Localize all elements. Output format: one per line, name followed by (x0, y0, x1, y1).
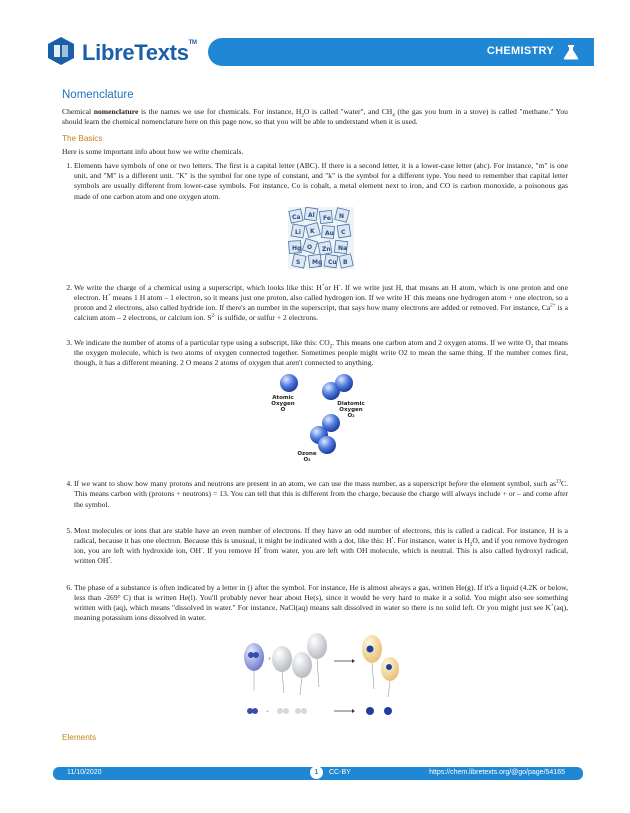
svg-text:Ca: Ca (292, 213, 301, 221)
intro-paragraph: Chemical nomenclature is the names we use for chemicals. For instance, $H_2O$ is called "water", and $CH_4$ (the gas you burn in a stove) is called "methane." You should learn the chemical nomenclature here on this page now, so that you will be able to understand when it is used. (62, 107, 568, 127)
svg-text:+: + (266, 710, 269, 716)
logo-text: LibreTexts™ (82, 40, 197, 65)
diatomic-label: Oxygen (339, 407, 363, 414)
atomic-label: O (280, 407, 286, 414)
balloons-dissolving-image (242, 631, 400, 727)
svg-text:Zn: Zn (322, 245, 331, 253)
list-item: 1. Elements have symbols of one or two letters. The first is a capital letter (ABC). If there is a second letter, it is a lower-case letter (abc). For instance, "m" is one unit, and "M" is a different unit. "K" is the symbol for one type of constant, and "k" is the symbol for a different type. You need to remember that capital letter symbols are usually different from lower-case symbols. For instance, Co is cobalt, a metal element next to iron, and CO is carbon monoxide, a poisonous gas made of one carbon atom and one oxygen atom. Ca Al Fe N Li K Au C Hg O Zn Na S Mg Cu B (74, 161, 568, 269)
ozone-label: Ozone (297, 451, 317, 458)
element-tiles-image (288, 207, 354, 269)
svg-text:B: B (343, 258, 348, 266)
basics-intro: Here is some important info about how we write chemicals. (62, 146, 244, 156)
svg-text:O: O (307, 243, 313, 251)
svg-text:Fe: Fe (323, 214, 331, 222)
periodic-tiles-figure (74, 207, 568, 269)
the-basics-heading: The Basics (62, 133, 103, 143)
svg-text:K: K (310, 227, 315, 235)
svg-text:Hg: Hg (292, 244, 302, 252)
subject-banner[interactable] (208, 38, 594, 66)
list-item: 4. If we want to show how many protons and neutrons are present in an atom, we can use the mass number, as a superscript before the element symbol, such $as^{13}C$. This means carbon with (protons + neutrons) = 13. You can tell that this is different from the charge, because the charge will always include + or – and come after the symbol. (74, 479, 568, 526)
svg-text:N: N (339, 212, 345, 220)
svg-text:S: S (296, 258, 301, 266)
flask-icon (562, 43, 580, 61)
ozone-label: O₃ (303, 457, 311, 464)
svg-text:Cu: Cu (328, 258, 337, 266)
svg-text:+: + (268, 657, 272, 664)
list-item: 2. We write the charge of a chemical using a superscript, which looks like this: H+or H-. If we write just H, that means an H atom, which is one proton and one electron. H+ means 1 H atom – 1 electron, so it means just one proton, also called hydrogen ion. If we write H- this means one hydrogen atom + one electron, so a proton and 2 electrons, also called hydride ion. If there's an number in the superscript, that says how many electrons are added or removed. For instance, $Ca^{2+}$ is a calcium atom – 2 electrons, or calcium ion. $S^{2-}$ is sulfide, or sulfur + 2 electrons. (74, 283, 568, 338)
footer (53, 767, 583, 780)
svg-text:Al: Al (308, 211, 315, 219)
oxygen-molecules-image (271, 373, 371, 465)
page-title: Nomenclature (62, 89, 134, 101)
balloons-figure (74, 631, 568, 727)
footer-license[interactable]: CC-BY (329, 769, 351, 776)
footer-url-link[interactable]: https://chem.libretexts.org/@go/page/54165 (429, 769, 565, 776)
diatomic-label: Diatomic (337, 401, 365, 408)
elements-heading: Elements (62, 733, 97, 743)
footer-date: 11/10/2020 (67, 769, 102, 776)
atomic-label: Atomic (272, 395, 294, 402)
logo-hexagon-icon (46, 36, 76, 66)
libretexts-logo[interactable] (46, 36, 197, 70)
list-item: 6. The phase of a substance is often indicated by a letter in () after the symbol. For instance, He is almost always a gas, written He(g). If it's a liquid (4.2K or below, less than -269° C) that is written He(l). You'll probably never hear about He(s), since it would be very hard to make it a solid. You might also see something written with (aq), which means "dissolved in water." For instance, NaCl(aq) means salt dissolved in water so there is no solid left. Or you might just see K+(aq), meaning potassium ions dissolved in water. + + (74, 583, 568, 728)
diatomic-label: O₂ (347, 413, 355, 420)
svg-text:C: C (341, 228, 346, 236)
svg-text:Li: Li (295, 228, 301, 236)
main-content (62, 90, 568, 747)
subject-label: CHEMISTRY (486, 45, 554, 57)
svg-text:Au: Au (325, 229, 334, 237)
header (38, 32, 594, 72)
atomic-label: Oxygen (271, 401, 295, 408)
svg-text:Na: Na (338, 244, 348, 252)
oxygen-forms-figure (74, 373, 568, 465)
list-item: 5. Most molecules or ions that are stable have an even number of electrons. If they have an odd number of electrons, this is called a radical. For instance, H is a radical, because it has one electron. Because this is unusual, it might be indicated with a dot, like this: H•. For instance, water is $H_2O$, and if you remove hydrogen ion, you are left with hydroxide ion, OH-. If you remove H• from water, you are left with OH molecule, which is neutral. This is also called hydroxyl radical, written OH•. (74, 526, 568, 583)
basics-list (62, 161, 568, 727)
list-item: 3. We indicate the number of atoms of a particular type using a subscript, like this: $CO_2$. This means one carbon atom and 2 oxygen atoms. If we write $O_2$ that means the oxygen molecule, which is two atoms of oxygen connected together. Sometimes people might write O2 to mean the same thing. If the number comes first, though, it has a different meaning. 2 O means 2 atoms of oxygen that aren't connected to anything. Atomic Oxygen O Diatomic Oxygen O₂ Ozone O₃ (74, 338, 568, 466)
svg-text:Mg: Mg (312, 258, 323, 266)
footer-page-number: 1 (310, 766, 323, 779)
